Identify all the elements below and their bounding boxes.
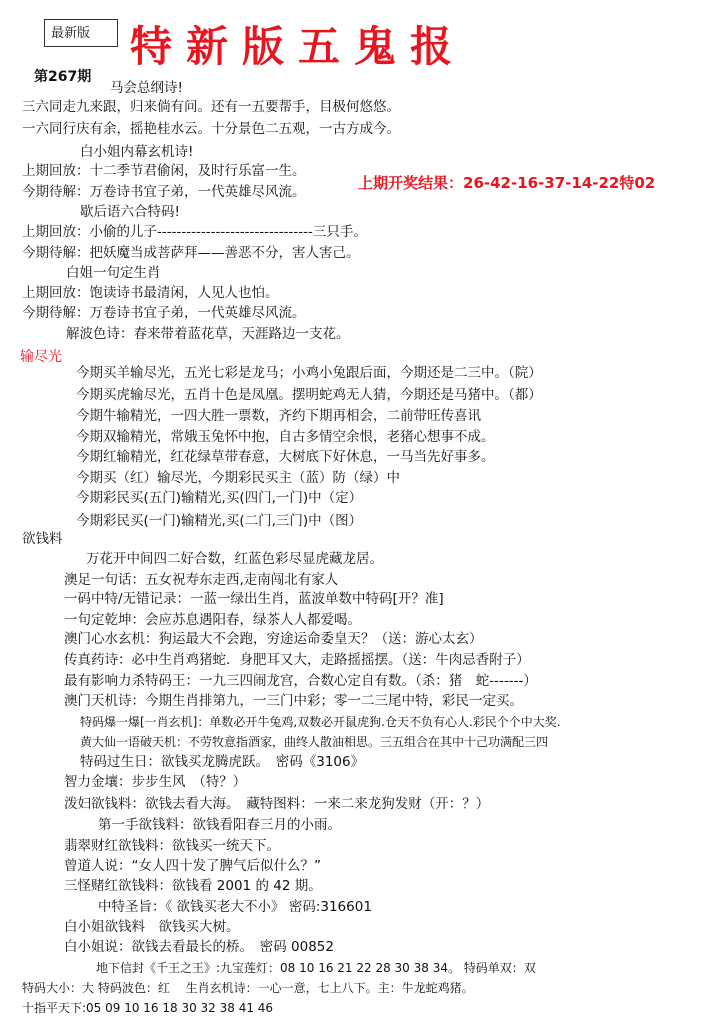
section-label-red: 输尽光 (20, 349, 62, 365)
text-line: 传真药诗：必中生肖鸡猪蛇．身肥耳又大，走路摇摇摆。（送：牛肉忌香附子） (64, 652, 530, 668)
text-line: 万花开中间四二好合数，红蓝色彩尽显虎藏龙居。 (86, 551, 383, 567)
text-line: 特码大小：大 特码波色：红 生肖玄机诗：一心一意，七上八下。主：牛龙蛇鸡猪。 (22, 981, 474, 995)
text-line: 翡翠财红欲钱料：欲钱买一统天下。 (64, 838, 280, 854)
text-line: 上期回放：小偷的儿子--------------------------------三只手。 (22, 224, 367, 240)
text-line: 黄大仙一语破天机：不劳牧意指酒家，曲终人散油相思。三五组合在其中十己功满配三四 (80, 735, 549, 749)
text-line: 泼妇欲钱料：欲钱去看大海。 藏特图料：一来二来龙狗发财（开：？） (64, 796, 490, 812)
text-line: 解波色诗：春来带着蓝花草，天涯路边一支花。 (66, 326, 350, 342)
issue-number: 第267期 (34, 69, 92, 85)
text-line: 今期彩民买(一门)输精光,买(二门,三门)中（图） (76, 513, 363, 529)
text-line: 马会总纲诗! (110, 80, 183, 96)
text-line: 上期回放：饱读诗书最清闲，人见人也怕。 (22, 285, 279, 301)
text-line: 第一手欲钱料：欲钱看阳春三月的小雨。 (98, 817, 341, 833)
text-line: 今期待解：万卷诗书宜子弟，一代英雄尽风流。 (22, 184, 306, 200)
text-line: 今期红输精光，红花绿草带春意，大树底下好休息，一马当先好事多。 (76, 449, 495, 465)
text-line: 一码中特/无错记录：一蓝一绿出生肖，蓝波单数中特码[开？准] (64, 591, 444, 607)
page-title: 特新版五鬼报 (130, 22, 467, 71)
text-line: 特码过生日：欲钱买龙腾虎跃。 密码《3106》 (80, 754, 365, 770)
text-line: 十指平天下:05 09 10 16 18 30 32 38 41 46 (22, 1001, 274, 1015)
text-line: 今期双输精光，常娥玉兔怀中抱，自古多情空余恨，老猪心想事不成。 (76, 429, 495, 445)
text-line: 歇后语六合特码! (80, 204, 180, 220)
text-line: 曾道人说：“女人四十发了脾气后似什么？” (64, 858, 321, 874)
text-line: 今期买虎输尽光，五肖十色是凤凰。摆明蛇鸡无人猜，今期还是马猪中。（都） (76, 387, 542, 403)
text-line: 白小姐说：欲钱去看最长的桥。 密码 00852 (64, 939, 334, 955)
text-line: 澳门天机诗：今期生肖排第九，一三门中彩；零一二三尾中特，彩民一定买。 (64, 693, 523, 709)
text-line: 白小姐欲钱料 欲钱买大树。 (64, 919, 240, 935)
text-line: 白姐一句定生肖 (66, 265, 161, 281)
text-line: 三怪赌红欲钱料：欲钱看 2001 的 42 期。 (64, 878, 322, 894)
text-line: 最有影响力杀特码王：一九三四闹龙宫，合数心定自有数。（杀：猪 蛇-------） (64, 673, 537, 689)
text-line: 三六同走九来跟，归来倘有问。还有一五要帮手，目极何悠悠。 (22, 99, 400, 115)
text-line: 特码爆一爆[一肖玄机]：单数必开牛兔鸡,双数必开鼠虎狗.仓天不负有心人.彩民个个中大奖. (80, 715, 561, 729)
text-line: 欲钱料 (22, 531, 63, 547)
text-line: 今期买（红）输尽光，今期彩民买主（蓝）防（绿）中 (76, 470, 400, 486)
text-line: 智力金壤：步步生风 （特？） (64, 774, 247, 790)
edition-badge: 最新版 (44, 19, 118, 47)
text-line: 上期回放：十二季节君偷闲，及时行乐富一生。 (22, 163, 306, 179)
text-line: 地下信封《千王之王》:九宝莲灯：08 10 16 21 22 28 30 38 34。 特码单双：双 (96, 961, 536, 975)
text-line: 今期彩民买(五门)输精光,买(四门,一门)中（定） (76, 490, 363, 506)
last-result: 上期开奖结果：26-42-16-37-14-22特02 (358, 174, 656, 192)
text-line: 澳足一句话：五女祝寿东走西,走南闯北有家人 (64, 572, 339, 588)
text-line: 今期待解：万卷诗书宜子弟，一代英雄尽风流。 (22, 305, 306, 321)
text-line: 今期买羊输尽光，五光七彩是龙马；小鸡小兔跟后面，今期还是二三中。（院） (76, 365, 542, 381)
text-line: 今期牛输精光，一四大胜一票数，齐约下期再相会，二前带旺传喜讯 (76, 408, 481, 424)
text-line: 一六同行庆有余，摇艳桂水云。十分景色二五观，一古方成今。 (22, 121, 400, 137)
text-line: 今期待解：把妖魔当成菩萨拜——善恶不分，害人害己。 (22, 245, 360, 261)
text-line: 中特圣旨：《 欲钱买老大不小》 密码:316601 (98, 899, 372, 915)
text-line: 澳门心水玄机：狗运最大不会跑，穷途运命委皇天？（送：游心太玄） (64, 631, 483, 647)
text-line: 白小姐内幕玄机诗! (80, 144, 194, 160)
text-line: 一句定乾坤：会应苏息遇阳春，绿茶人人都爱喝。 (64, 612, 361, 628)
